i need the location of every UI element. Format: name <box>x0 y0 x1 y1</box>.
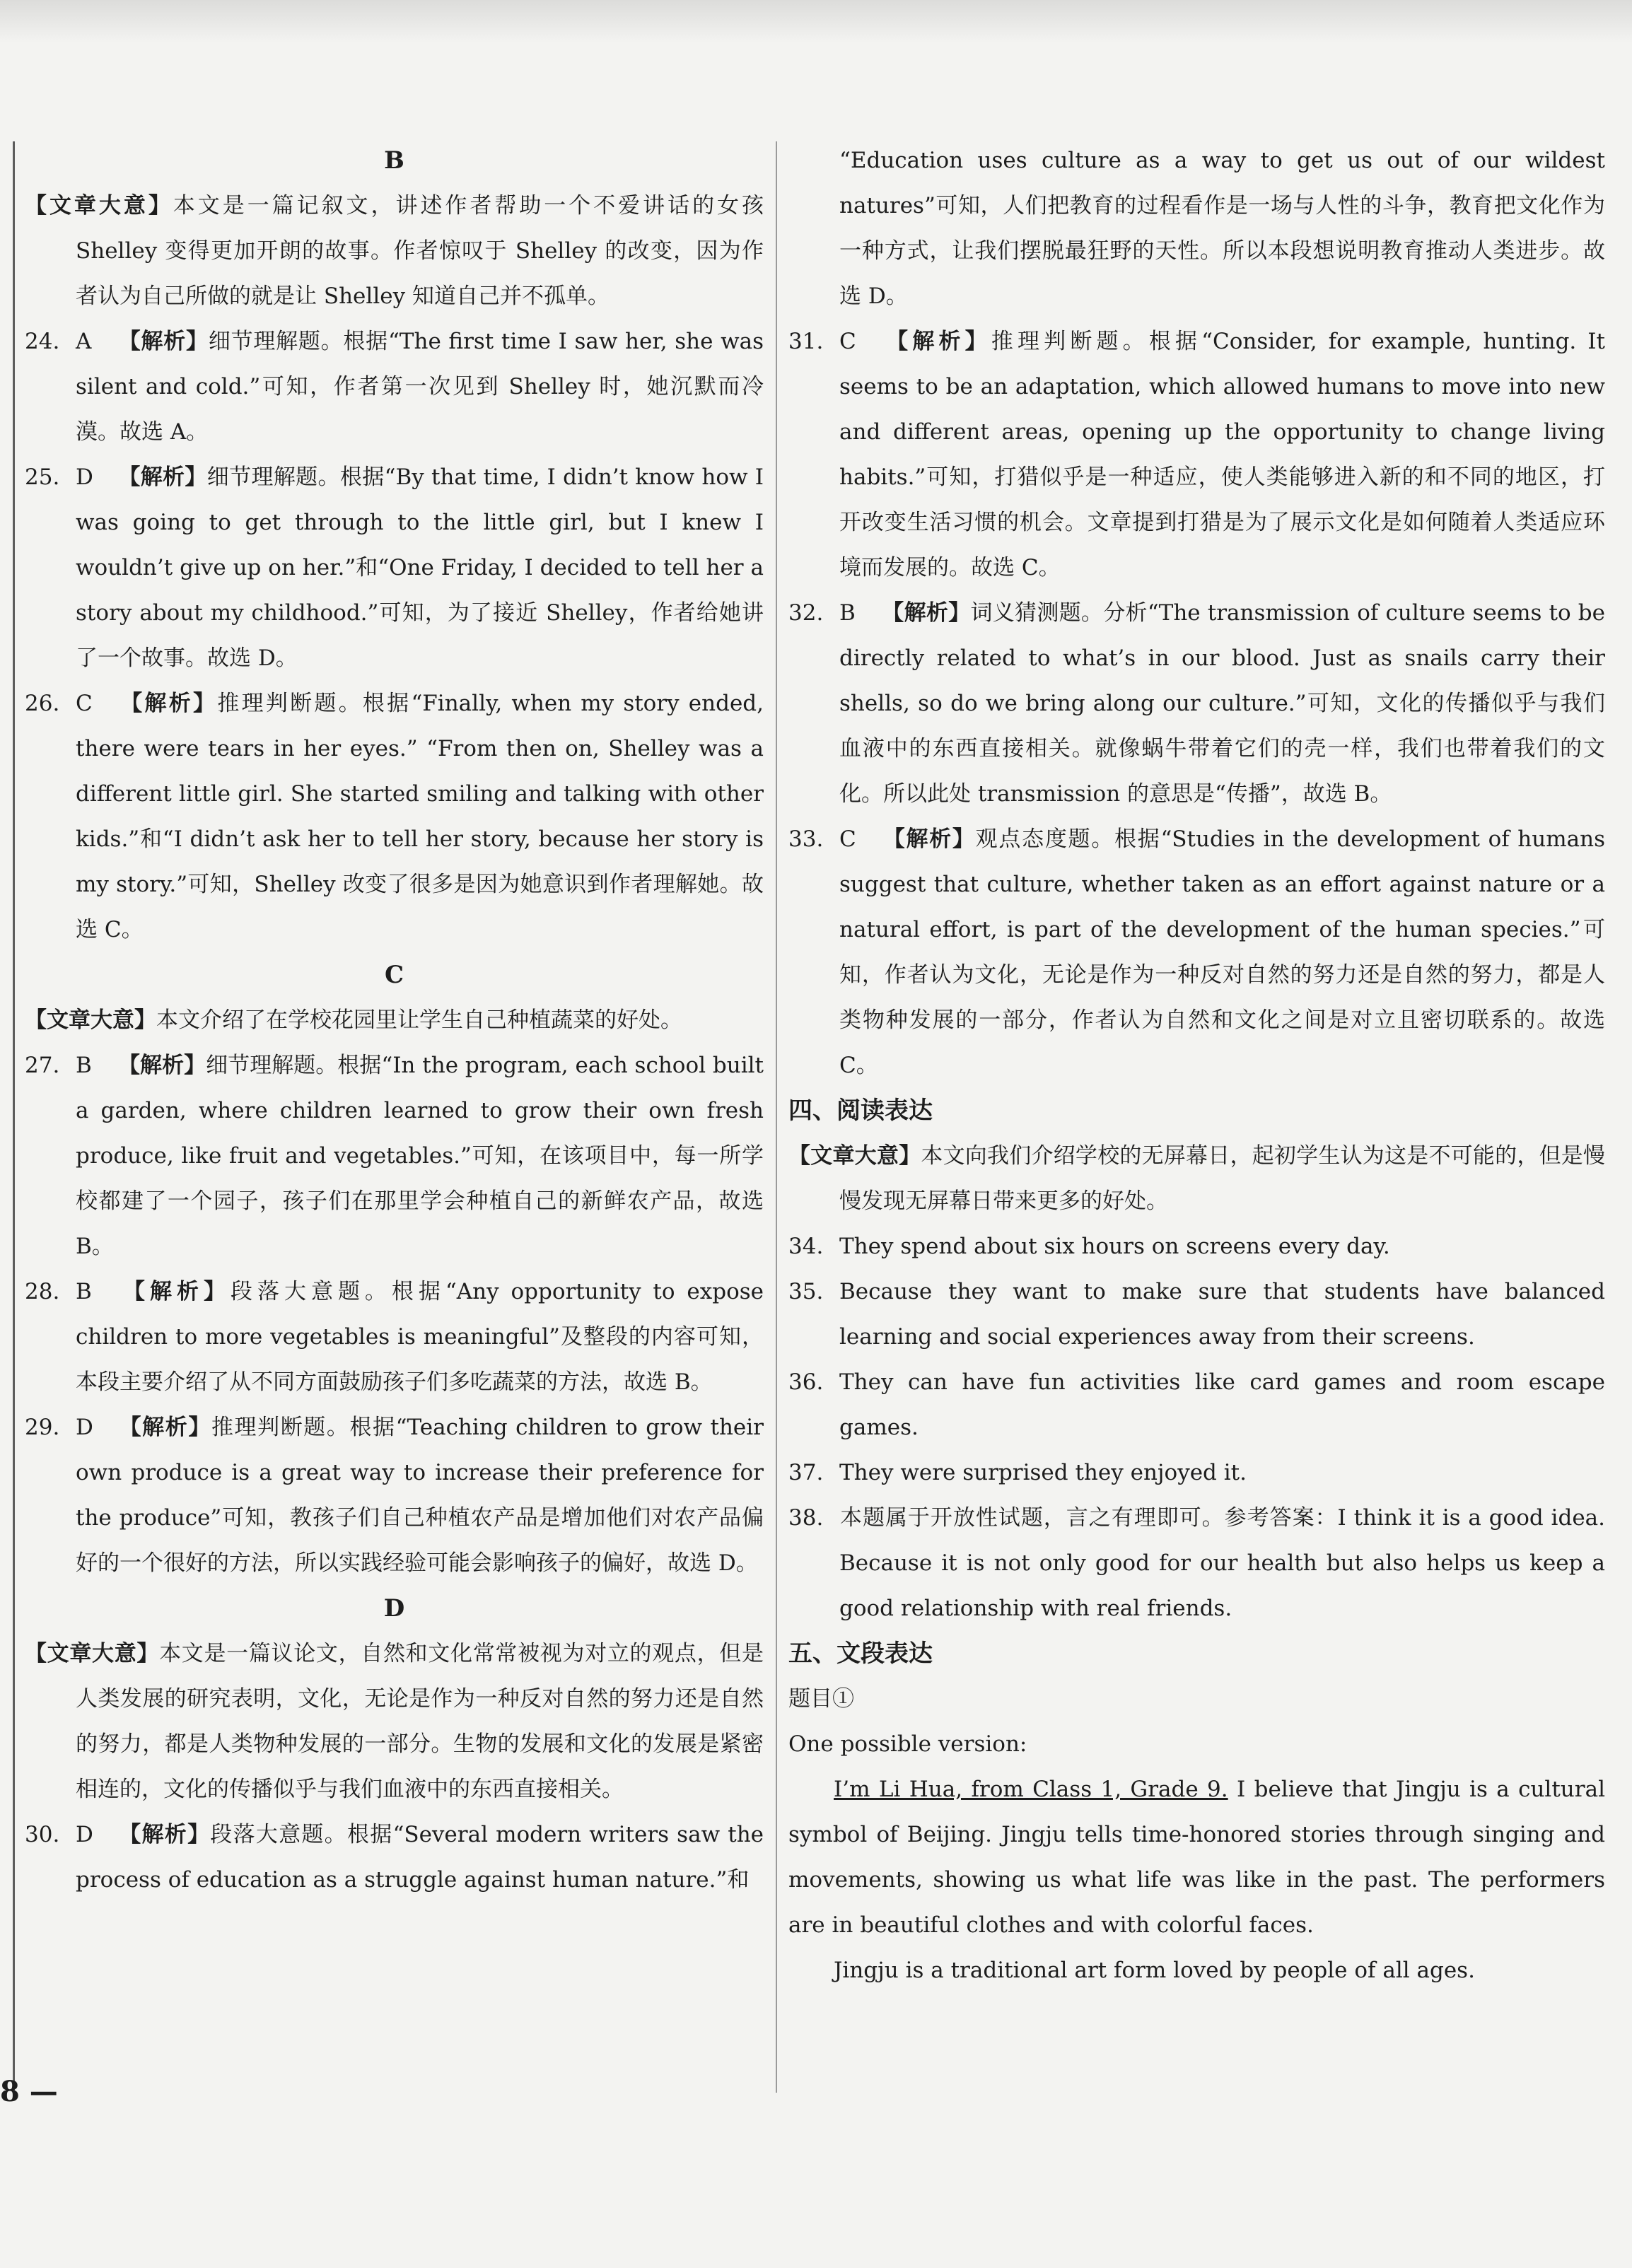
version-label: One possible version: <box>788 1731 1027 1757</box>
section-heading-writing: 五、文段表达 <box>788 1639 933 1668</box>
answer-32: 32. B 【解析】词义猜测题。分析“The transmission of culture seems to be directly related to what’s in our blood. Just as snails carry their shells, so do we bring along our culture.”可知，文化的传播似乎与我们血液中的东西直接相关。就像蜗牛带着它们的壳一样，我们也带着我们的文化。所以此处 transmission 的意思是“传播”，故选 B。 <box>788 600 1605 807</box>
answer-25: 25. D 【解析】细节理解题。根据“By that time, I didn’t know how I was going to get through to the little girl, but I knew I wouldn’t give up on her.”和“One Friday, I decided to tell her a story about my childhood.”可知，为了接近 Shelley，作者给她讲了一个故事。故选 D。 <box>25 464 764 671</box>
right-column <box>788 138 1605 1993</box>
topic-label: 题目① <box>788 1686 854 1712</box>
answer-24: 24. A 【解析】细节理解题。根据“The first time I saw her, she was silent and cold.”可知，作者第一次见到 Shelley 时，她沉默而冷漠。故选 A。 <box>25 329 764 445</box>
section-heading-b: B <box>384 146 404 175</box>
answer-38: 38. 本题属于开放性试题，言之有理即可。参考答案：I think it is a good idea. Because it is not only good for our health but also helps us keep a good relationship with real friends. <box>788 1505 1605 1621</box>
summary-reading-expression: 【文章大意】本文向我们介绍学校的无屏幕日，起初学生认为这是不可能的，但是慢慢发现无屏幕日带来更多的好处。 <box>788 1143 1606 1214</box>
page-number: 8 — <box>0 2075 58 2108</box>
answer-26: 26. C 【解析】推理判断题。根据“Finally, when my story ended, there were tears in her eyes.” “From then on, Shelley was a different little girl. She started smiling and talking with other kids.”和“I didn’t ask her to tell her story, because her story is my story.”可知，Shelley 改变了很多是因为她意识到作者理解她。故选 C。 <box>25 691 764 942</box>
section-heading-c: C <box>384 961 404 989</box>
left-column <box>25 138 764 1902</box>
essay-paragraph-1: I’m Li Hua, from Class 1, Grade 9. I believe that Jingju is a cultural symbol of Beijing. Jingju tells time-honored stories through singing and movements, showing us what life was like in the past. The performers are in beautiful clothes and with colorful faces. <box>788 1777 1605 1938</box>
essay-paragraph-2: Jingju is a traditional art form loved by people of all ages. <box>834 1958 1475 1983</box>
section-heading-d: D <box>383 1594 405 1623</box>
section-heading-reading-expression: 四、阅读表达 <box>788 1097 933 1125</box>
answer-28: 28. B 【解析】段落大意题。根据“Any opportunity to expose children to more vegetables is meaningful”及整段的内容可知，本段主要介绍了从不同方面鼓励孩子们多吃蔬菜的方法，故选 B。 <box>25 1279 764 1395</box>
answer-30: 30. D 【解析】段落大意题。根据“Several modern writers saw the process of education as a struggle against human nature.”和 <box>25 1822 764 1893</box>
answer-37: 37. They were surprised they enjoyed it. <box>788 1460 1247 1485</box>
summary-b: 【文章大意】本文是一篇记叙文，讲述作者帮助一个不爱讲话的女孩 Shelley 变得更加开朗的故事。作者惊叹于 Shelley 的改变，因为作者认为自己所做的就是让 Shelley 知道自己并不孤单。 <box>25 193 764 309</box>
answer-36: 36. They can have fun activities like card games and room escape games. <box>788 1369 1605 1440</box>
answer-34: 34. They spend about six hours on screens every day. <box>788 1234 1390 1259</box>
summary-d: 【文章大意】本文是一篇议论文，自然和文化常常被视为对立的观点，但是人类发展的研究表明，文化，无论是作为一种反对自然的努力还是自然的努力，都是人类物种发展的一部分。生物的发展和文化的发展是紧密相连的，文化的传播似乎与我们血液中的东西直接相关。 <box>25 1641 764 1802</box>
answer-27: 27. B 【解析】细节理解题。根据“In the program, each school built a garden, where children learned to grow their own fresh produce, like fruit and vegetables.”可知，在该项目中，每一所学校都建了一个园子，孩子们在那里学会种植自己的新鲜农产品，故选 B。 <box>25 1053 764 1259</box>
answer-29: 29. D 【解析】推理判断题。根据“Teaching children to grow their own produce is a great way to increase their preference for the produce”可知，教孩子们自己种植农产品是增加他们对农产品偏好的一个很好的方法，所以实践经验可能会影响孩子的偏好，故选 D。 <box>25 1415 764 1576</box>
summary-c: 【文章大意】本文介绍了在学校花园里让学生自己种植蔬菜的好处。 <box>25 1007 682 1033</box>
answer-33: 33. C 【解析】观点态度题。根据“Studies in the development of humans suggest that culture, whether taken as an effort against nature or a natural effort, is part of the development of the human species.”可知，作者认为文化，无论是作为一种反对自然的努力还是自然的努力，都是人类物种发展的一部分，作者认为自然和文化之间是对立且密切联系的。故选 C。 <box>788 826 1605 1078</box>
answer-31: 31. C 【解析】推理判断题。根据“Consider, for example, hunting. It seems to be an adaptation, which allowed humans to move into new and different areas, opening up the opportunity to change living habits.”可知，打猎似乎是一种适应，使人类能够进入新的和不同的地区，打开改变生活习惯的机会。文章提到打猎是为了展示文化是如何随着人类适应环境而发展的。故选 C。 <box>788 329 1605 580</box>
column-divider <box>776 141 777 2093</box>
answer-35: 35. Because they want to make sure that students have balanced learning and social experiences away from their screens. <box>788 1279 1605 1350</box>
left-margin-rule <box>13 141 15 2093</box>
answer-30-continued: “Education uses culture as a way to get us out of our wildest natures”可知，人们把教育的过程看作是一场与人性的斗争，教育把文化作为一种方式，让我们摆脱最狂野的天性。所以本段想说明教育推动人类进步。故选 D。 <box>839 148 1605 309</box>
page-top-edge <box>0 0 1632 42</box>
